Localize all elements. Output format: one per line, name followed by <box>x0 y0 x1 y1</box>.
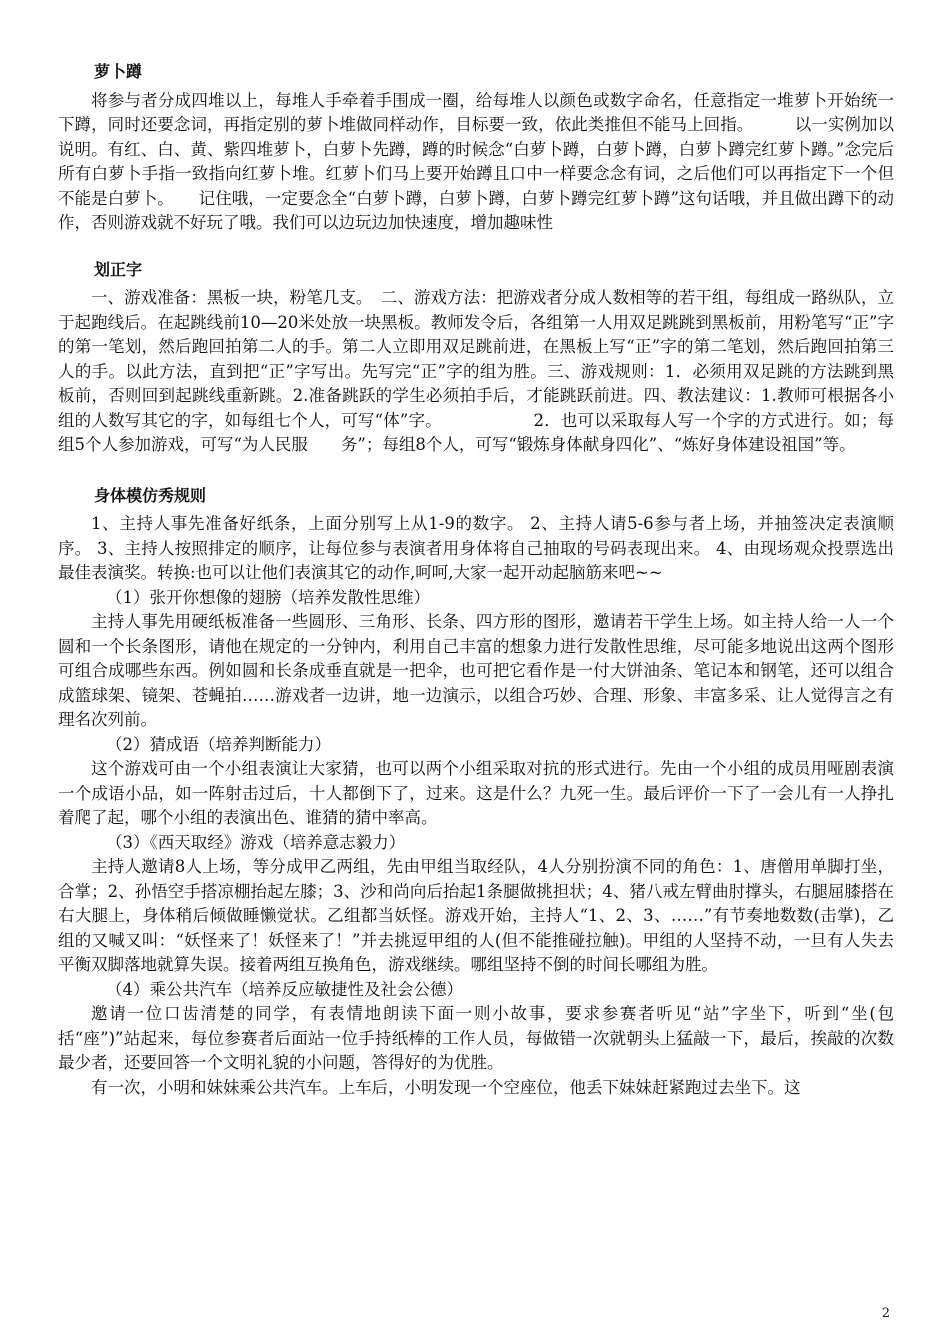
paragraph: 一、游戏准备：黑板一块，粉笔几支。 二、游戏方法：把游戏者分成人数相等的若干组，每组成一路纵队，立于起跑线后。在起跳线前10—20米处放一块黑板。教师发令后，各组第一人用双足跳跳到黑板前，用粉笔写“正”字的第一笔划，然后跑回拍第二人的手。第二人立即用双足跳前进，在黑板上写“正”字的第二笔划，然后跑回拍第三人的手。以此方法，直到把“正”字写出。先写完“正”字的组为胜。三、游戏规则：1．必须用双足跳的方法跳到黑板前，否则回到起跳线重新跳。2.准备跳跃的学生必须拍手后，才能跳跃前进。四、教法建议：1.教师可根据各小组的人数写其它的字，如每组七个人，可写“体”字。 2．也可以采取每人写一个字的方式进行。如；每组5个人参加游戏，可写“为人民服 务”；每组8个人，可写“锻炼身体献身四化”、“炼好身体建设祖国”等。 <box>58 288 894 454</box>
page-number: 2 <box>881 1306 890 1321</box>
game-title: （2）猜成语（培养判断能力） <box>106 734 331 754</box>
game-body: 主持人事先用硬纸板准备一些圆形、三角形、长条、四方形的图形，邀请若干学生上场。如主持人给一人一个圆和一个长条图形，请他在规定的一分钟内，利用自己丰富的想象力进行发散性思维，尽可能多地说出这两个图形可组合成哪些东西。例如圆和长条成垂直就是一把伞，也可把它看作是一付大饼油条、笔记本和钢笔，还可以组合成篮球架、镜架、苍蝇拍……游戏者一边讲，地一边演示，以组合巧妙、合理、形象、丰富多采、让人觉得言之有理名次列前。 <box>58 612 894 729</box>
document-page <box>58 60 894 1100</box>
game-body: 主持人邀请8人上场，等分成甲乙两组，先由甲组当取经队，4人分别扮演不同的角色：1、唐僧用单脚打坐，合掌；2、孙悟空手搭凉棚抬起左膝；3、沙和尚向后抬起1条腿做挑担状；4、猪八戒左臂曲肘撑头，右腿屈膝搭在右大腿上，身体稍后倾做睡懒觉状。乙组都当妖怪。游戏开始，主持人“1、2、3、……”有节奏地数数(击掌)，乙组的又喊又叫：“妖怪来了！妖怪来了！”并去挑逗甲组的人(但不能推碰拉触)。甲组的人坚持不动，一旦有人失去平衡双脚落地就算失误。接着两组互换角色，游戏继续。哪组坚持不倒的时间长哪组为胜。 <box>58 857 894 974</box>
section-title: 萝卜蹲 <box>94 62 143 81</box>
section-title: 划正字 <box>94 259 143 279</box>
game-title: （3）《西天取经》游戏（培养意志毅力） <box>106 832 406 852</box>
game-body: 这个游戏可由一个小组表演让大家猜，也可以两个小组采取对抗的形式进行。先由一个小组的成员用哑剧表演一个成语小品，如一阵射击过后，十人都倒下了，过来。这是什么？九死一生。最后评价一下了一会儿有一人挣扎着爬了起，哪个小组的表演出色、谁猜的猜中率高。 <box>58 759 894 827</box>
section-huazhengzi <box>58 258 894 458</box>
game-title: （4）乘公共汽车（培养反应敏捷性及社会公德） <box>106 979 463 999</box>
paragraph: 1、主持人事先准备好纸条，上面分别写上从1-9的数字。 2、主持人请5-6参与者上场，并抽签决定表演顺序。 3、主持人按照排定的顺序，让每位参与表演者用身体将自己抽取的号码表现出来。 4、由现场观众投票选出最佳表演奖。转换:也可以让他们表演其它的动作,呵呵,大家一起开动起脑筋来吧~~ <box>58 514 894 582</box>
section-body-imitation <box>58 484 894 1101</box>
paragraph: 将参与者分成四堆以上，每堆人手牵着手围成一圈，给每堆人以颜色或数字命名，任意指定一堆萝卜开始统一下蹲，同时还要念词，再指定别的萝卜堆做同样动作，目标要一致，依此类推但不能马上回指。 以一实例加以说明。有红、白、黄、紫四堆萝卜，白萝卜先蹲，蹲的时候念“白萝卜蹲，白萝卜蹲，白萝卜蹲完红萝卜蹲。”念完后所有白萝卜手指一致指向红萝卜堆。红萝卜们马上要开始蹲且口中一样要念念有词，之后他们可以再指定下一个但不能是白萝卜。 记住哦，一定要念全“白萝卜蹲，白萝卜蹲，白萝卜蹲完红萝卜蹲”这句话哦，并且做出蹲下的动作，否则游戏就不好玩了哦。我们可以边玩边加快速度，增加趣味性 <box>58 90 894 232</box>
game-title: （1）张开你想像的翅膀（培养发散性思维） <box>106 587 430 607</box>
section-title: 身体模仿秀规则 <box>94 485 207 505</box>
game-body: 邀请一位口齿清楚的同学，有表情地朗读下面一则小故事，要求参赛者听见“站”字坐下，听到“坐(包括“座”)”站起来，每位参赛者后面站一位手持纸棒的工作人员，每做错一次就朝头上猛敲一下，最后，挨敲的次数最少者，还要回答一个文明礼貌的小问题，答得好的为优胜。 <box>58 1004 894 1072</box>
paragraph: 有一次，小明和妹妹乘公共汽车。上车后，小明发现一个空座位，他丢下妹妹赶紧跑过去坐下。这 <box>91 1077 801 1097</box>
section-luobodun <box>58 60 894 236</box>
